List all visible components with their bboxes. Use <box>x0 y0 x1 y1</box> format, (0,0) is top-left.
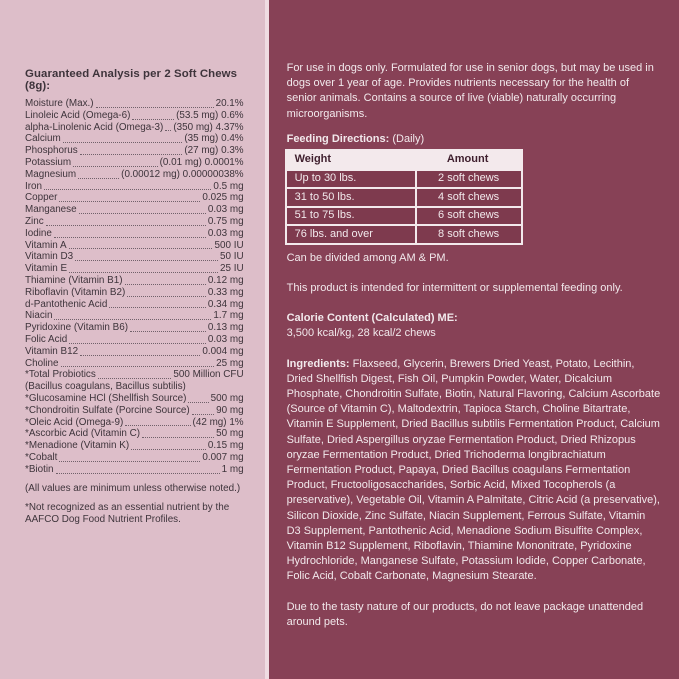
analysis-row <box>25 310 244 322</box>
analysis-row <box>25 169 244 181</box>
nutrient-name: Linoleic Acid (Omega-6) <box>25 109 131 121</box>
probiotics-strains-note: (Bacillus coagulans, Bacillus subtilis) <box>25 381 186 393</box>
feeding-row <box>287 206 521 225</box>
dot-leader <box>127 296 206 297</box>
dot-leader <box>59 201 200 202</box>
aafco-footnote: *Not recognized as an essential nutrient by the AAFCO Dog Food Nutrient Profiles. <box>25 501 230 525</box>
table-header-row <box>287 151 521 169</box>
nutrient-value: (35 mg) 0.4% <box>184 133 244 145</box>
analysis-row <box>25 358 244 370</box>
nutrient-value: 500 Million CFU <box>173 369 244 381</box>
weight-cell: 76 lbs. and over <box>287 224 415 243</box>
nutrient-value: 0.5 mg <box>213 180 244 192</box>
analysis-row <box>25 369 244 381</box>
analysis-row <box>25 251 244 263</box>
nutrient-value: (42 mg) 1% <box>192 416 244 428</box>
nutrient-name: Vitamin E <box>25 263 68 275</box>
nutrient-value: 0.12 mg <box>207 274 244 286</box>
ingredients-list: Flaxseed, Glycerin, Brewers Dried Yeast, Potato, Lecithin, Dried Shellfish Digest, Fish Oil, Pumpkin Powder, Water, Dicalcium Phosphate, Chondroitin Sulfate, Biotin, Natural Flavoring, Calcium Ascorbate (Source of Vitamin C), Maltodextrin, Tapioca Starch, Choline Bitartrate, Vitamin E Supplement, Dried Bacillus subtilis Fermentation Product, Calcium Sulfate, Dried Aspergillus oryzae Fermentation Product, Dried Rhizopus oryzae Fermentation Product, Dried Trichoderma longibrachiatum Fermentation Product, Papaya, Dried Bacillus coagulans Fermentation Product, Fructooligosaccharides, Sorbic Acid, Mixed Tocopherols (a preservative), Vegetable Oil, Vitamin A Palmitate, Citric Acid (a preservative), Silicon Dioxide, Zinc Sulfate, Niacin Supplement, Ferrous Sulfate, Vitamin D3 Supplement, Pantothenic Acid, Menadione Sodium Bisulfite Complex, Vitamin B12 Supplement, Riboflavin, Thiamine Mononitrate, Pyridoxine Hydrochloride, Manganese Sulfate, Potassium Iodide, Copper Carbonate, Folic Acid, Cobalt Carbonate, Magnesium Stearate. <box>286 357 661 583</box>
feeding-row <box>287 187 521 206</box>
feeding-directions-frequency: (Daily) <box>392 132 425 145</box>
feeding-directions-label: Feeding Directions: <box>286 132 390 145</box>
weight-cell: Up to 30 lbs. <box>287 169 415 188</box>
nutrient-name: Potassium <box>25 156 72 168</box>
nutrient-value: 50 mg <box>216 428 244 440</box>
dot-leader <box>54 237 206 238</box>
nutrient-value: 0.33 mg <box>207 286 244 298</box>
nutrient-value: 50 IU <box>219 251 244 263</box>
guaranteed-analysis-heading: Guaranteed Analysis per 2 Soft Chews (8g): <box>25 68 238 92</box>
feeding-row <box>287 224 521 243</box>
nutrient-name: Magnesium <box>25 168 77 180</box>
nutrient-name: Riboflavin (Vitamin B2) <box>25 286 126 298</box>
dot-leader <box>63 142 183 143</box>
dot-leader <box>192 414 214 415</box>
nutrient-name: Pyridoxine (Vitamin B6) <box>25 322 128 334</box>
weight-cell: 31 to 50 lbs. <box>287 187 415 206</box>
analysis-row <box>25 346 244 358</box>
guaranteed-analysis-list <box>25 98 244 476</box>
nutrient-name: Vitamin B12 <box>25 345 79 357</box>
nutrient-name: Folic Acid <box>25 333 68 345</box>
dot-leader <box>59 461 200 462</box>
dot-leader <box>188 402 208 403</box>
analysis-row <box>25 464 244 476</box>
nutrient-value: 0.004 mg <box>202 345 244 357</box>
nutrient-name: *Oleic Acid (Omega-9) <box>25 416 124 428</box>
analysis-row <box>25 192 244 204</box>
nutrient-name: d-Pantothenic Acid <box>25 298 108 310</box>
weight-column-header: Weight <box>287 151 415 169</box>
nutrient-name: Thiamine (Vitamin B1) <box>25 274 123 286</box>
analysis-row <box>25 287 244 299</box>
dot-leader <box>131 449 206 450</box>
dot-leader <box>80 154 183 155</box>
nutrient-value: 0.15 mg <box>207 440 244 452</box>
amount-cell: 2 soft chews <box>415 169 521 188</box>
feeding-directions-heading <box>287 132 661 146</box>
nutrient-value: 0.75 mg <box>207 215 244 227</box>
nutrient-value: 0.03 mg <box>207 204 244 216</box>
nutrient-value: 0.13 mg <box>207 322 244 334</box>
dot-leader <box>132 119 174 120</box>
feeding-row <box>287 169 521 188</box>
dot-leader <box>109 307 206 308</box>
analysis-row <box>25 275 244 287</box>
analysis-row <box>25 299 244 311</box>
nutrient-value: 0.34 mg <box>207 298 244 310</box>
dot-leader <box>165 130 171 131</box>
nutrient-name: Niacin <box>25 310 53 322</box>
amount-column-header: Amount <box>415 151 521 169</box>
nutrient-name: Iron <box>25 180 43 192</box>
analysis-row <box>25 122 244 134</box>
dot-leader <box>69 272 218 273</box>
directions-ingredients-panel <box>269 0 679 679</box>
calorie-content-heading: Calorie Content (Calculated) ME: <box>286 312 458 325</box>
nutrient-value: 25 IU <box>219 263 244 275</box>
analysis-row <box>25 216 244 228</box>
nutrient-value: 90 mg <box>216 404 244 416</box>
ingredients-paragraph <box>287 357 661 585</box>
dot-leader <box>79 213 206 214</box>
calorie-content-value: 3,500 kcal/kg, 28 kcal/2 chews <box>286 327 436 340</box>
weight-cell: 51 to 75 lbs. <box>287 206 415 225</box>
nutrient-value: 0.03 mg <box>207 227 244 239</box>
nutrient-name: Choline <box>25 357 59 369</box>
nutrient-name: Vitamin A <box>25 239 67 251</box>
dot-leader <box>125 284 206 285</box>
nutrient-name: alpha-Linolenic Acid (Omega-3) <box>25 121 164 133</box>
unattended-package-warning: Due to the tasty nature of our products, do not leave package unattended around pets. <box>286 600 644 628</box>
analysis-row <box>25 240 244 252</box>
analysis-row <box>25 452 244 464</box>
intermittent-feeding-note: This product is intended for intermittent or supplemental feeding only. <box>286 282 623 295</box>
nutrient-name: Zinc <box>25 215 44 227</box>
nutrient-value: 500 mg <box>210 392 244 404</box>
guaranteed-analysis-panel <box>0 0 269 679</box>
nutrient-value: 0.007 mg <box>202 451 244 463</box>
nutrient-value: (27 mg) 0.3% <box>184 145 244 157</box>
dot-leader <box>75 260 218 261</box>
dot-leader <box>80 355 200 356</box>
dot-leader <box>78 178 119 179</box>
nutrient-value: 1.7 mg <box>213 310 244 322</box>
analysis-row <box>25 145 244 157</box>
dot-leader <box>98 378 172 379</box>
dot-leader <box>69 248 213 249</box>
dot-leader <box>125 425 190 426</box>
nutrient-name: *Cobalt <box>25 451 58 463</box>
nutrient-value: (0.01 mg) 0.0001% <box>159 156 244 168</box>
nutrient-name: *Chondroitin Sulfate (Porcine Source) <box>25 404 190 416</box>
nutrient-name: *Biotin <box>25 463 54 475</box>
nutrient-name: Iodine <box>25 227 52 239</box>
nutrient-value: (0.00012 mg) 0.00000038% <box>121 168 244 180</box>
analysis-row <box>25 322 244 334</box>
dot-leader <box>69 343 206 344</box>
analysis-row <box>25 181 244 193</box>
analysis-row <box>25 334 244 346</box>
nutrient-name: *Menadione (Vitamin K) <box>25 440 130 452</box>
analysis-row <box>25 440 244 452</box>
analysis-row <box>25 393 244 405</box>
nutrient-value: 20.1% <box>215 98 244 109</box>
analysis-row <box>25 417 244 429</box>
amount-cell: 4 soft chews <box>415 187 521 206</box>
analysis-row <box>25 405 244 417</box>
amount-cell: 6 soft chews <box>415 206 521 225</box>
nutrient-value: (350 mg) 4.37% <box>173 121 244 133</box>
dot-leader <box>44 189 211 190</box>
nutrient-name: Copper <box>25 192 58 204</box>
analysis-row <box>25 428 244 440</box>
nutrient-value: 500 IU <box>214 239 244 251</box>
amount-cell: 8 soft chews <box>415 224 521 243</box>
analysis-row <box>25 133 244 145</box>
analysis-row <box>25 98 244 110</box>
dot-leader <box>130 331 206 332</box>
nutrient-name: *Glucosamine HCl (Shellfish Source) <box>25 392 187 404</box>
divided-dose-note: Can be divided among AM & PM. <box>286 251 449 264</box>
feeding-directions-table <box>285 149 523 245</box>
nutrient-name: Phosphorus <box>25 145 78 157</box>
nutrient-value: 0.025 mg <box>202 192 244 204</box>
analysis-row <box>25 263 244 275</box>
ingredients-label: Ingredients: <box>286 357 350 370</box>
nutrient-value: 1 mg <box>221 463 244 475</box>
dot-leader <box>61 366 215 367</box>
dot-leader <box>142 437 214 438</box>
dot-leader <box>56 473 220 474</box>
nutrient-value: (53.5 mg) 0.6% <box>176 109 244 121</box>
nutrient-value: 25 mg <box>216 357 244 369</box>
use-statement: For use in dogs only. Formulated for use in senior dogs, but may be used in dogs over 1 year of age. Provides nutrients necessary for the health of senior animals. Contains a source of live (viable) naturally occurring microorganisms. <box>286 62 654 120</box>
nutrient-name: Vitamin D3 <box>25 251 74 263</box>
nutrient-name: *Ascorbic Acid (Vitamin C) <box>25 428 141 440</box>
analysis-row <box>25 157 244 169</box>
minimum-values-note: (All values are minimum unless otherwise noted.) <box>25 482 241 494</box>
nutrient-value: 0.03 mg <box>207 333 244 345</box>
nutrient-name: Calcium <box>25 133 61 145</box>
dot-leader <box>73 166 157 167</box>
analysis-row <box>25 228 244 240</box>
analysis-row <box>25 110 244 122</box>
nutrient-name: Moisture (Max.) <box>25 98 94 109</box>
nutrient-name: Manganese <box>25 204 77 216</box>
analysis-row <box>25 204 244 216</box>
dot-leader <box>54 319 211 320</box>
dot-leader <box>96 107 214 108</box>
nutrient-name: *Total Probiotics <box>25 369 96 381</box>
dot-leader <box>46 225 206 226</box>
